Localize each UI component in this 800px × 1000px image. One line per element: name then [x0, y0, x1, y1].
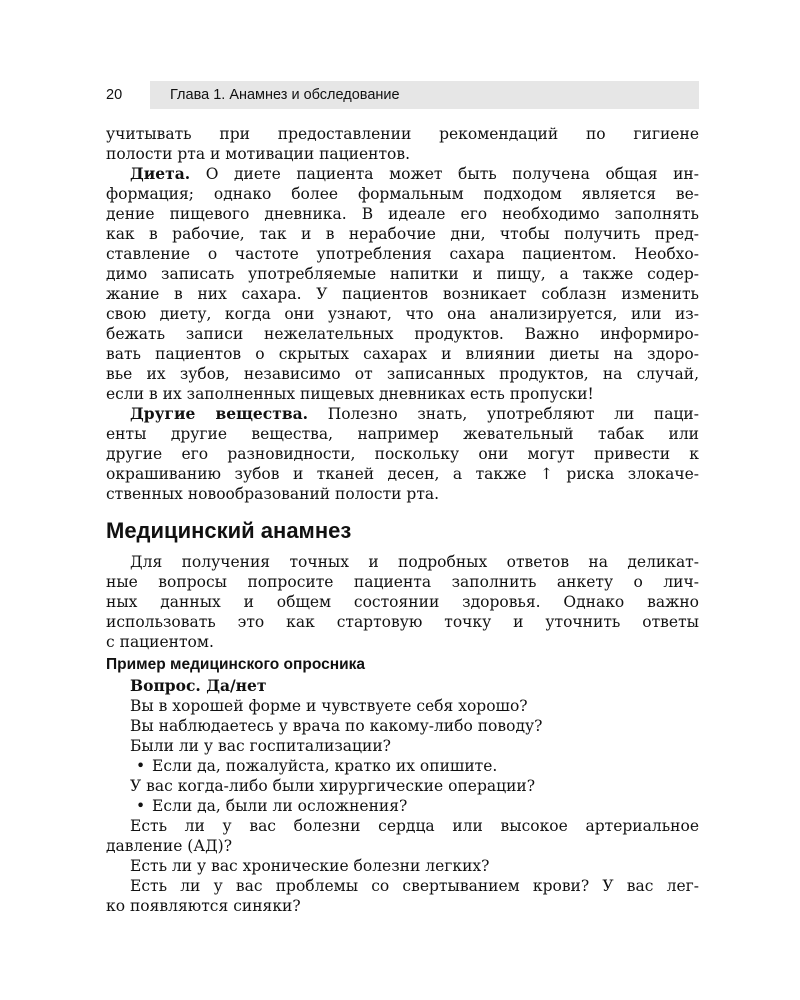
page-header — [106, 81, 699, 109]
page-number: 20 — [106, 87, 123, 103]
text-line: ставление о частоте употребления сахара пациентом. Необхо- — [106, 245, 699, 263]
intro-paragraph — [106, 124, 699, 164]
text-line: вье их зубов, независимо от записанных продуктов, на случай, — [106, 365, 699, 383]
text-line: окрашиванию зубов и тканей десен, а также ↑ риска злокаче- — [106, 465, 699, 483]
text-line: димо записать употребляемые напитки и пищу, а также содер- — [106, 265, 699, 283]
subsection-heading: Пример медицинского опросника — [106, 656, 365, 673]
other-substances-paragraph — [106, 404, 699, 504]
other-substances-term: Другие вещества. — [130, 404, 309, 423]
text-line: дение пищевого дневника. В идеале его необходимо заполнять — [106, 205, 699, 223]
question-item: Есть ли у вас хронические болезни легких? — [130, 857, 490, 875]
text-line: полости рта и мотивации пациентов. — [106, 145, 411, 163]
text-fragment: Полезно знать, употребляют ли паци- — [308, 405, 699, 423]
question-item: Есть ли у вас проблемы со свертыванием крови? У вас лег- — [130, 877, 699, 895]
text-line: учитывать при предоставлении рекомендаций по гигиене — [106, 125, 699, 143]
subitem-text: Если да, были ли осложнения? — [152, 797, 408, 815]
question-item-continuation: давление (АД)? — [106, 837, 233, 855]
text-line: Для получения точных и подробных ответов на деликат- — [130, 553, 699, 571]
text-line: ные вопросы попросите пациента заполнить анкету о лич- — [106, 573, 699, 591]
bullet-icon: • — [136, 757, 146, 775]
text-line: если в их заполненных пищевых дневниках есть пропуски! — [106, 385, 594, 403]
text-line: вать пациентов о скрытых сахарах и влиянии диеты на здоро- — [106, 345, 699, 363]
section-heading: Медицинский анамнез — [106, 518, 352, 543]
question-item: Были ли у вас госпитализации? — [130, 737, 391, 755]
question-item: Вы в хорошей форме и чувствуете себя хорошо? — [130, 697, 528, 715]
running-title: Глава 1. Анамнез и обследование — [150, 81, 699, 109]
bullet-icon: • — [136, 797, 146, 815]
text-line — [106, 164, 699, 184]
question-item: Вы наблюдаетесь у врача по какому-либо поводу? — [130, 717, 543, 735]
diet-paragraph — [106, 164, 699, 404]
text-line: с пациентом. — [106, 633, 214, 651]
diet-term: Диета. — [130, 164, 191, 183]
text-line: использовать это как стартовую точку и уточнить ответы — [106, 613, 699, 631]
text-line: формация; однако более формальным подходом является ве- — [106, 185, 699, 203]
question-subitem — [106, 796, 699, 816]
questionnaire — [106, 676, 699, 916]
text-line: ственных новообразований полости рта. — [106, 485, 440, 503]
text-line: другие его разновидности, поскольку они могут привести к — [106, 445, 699, 463]
text-line: енты другие вещества, например жевательный табак или — [106, 425, 699, 443]
text-line: свою диету, когда они узнают, что она анализируется, или из- — [106, 305, 699, 323]
text-line: как в рабочие, так и в нерабочие дни, чтобы получить пред- — [106, 225, 699, 243]
questionnaire-column-header: Вопрос. Да/нет — [130, 676, 267, 695]
text-fragment: О диете пациента может быть получена общая ин- — [190, 165, 699, 183]
question-item: У вас когда-либо были хирургические операции? — [130, 777, 536, 795]
text-line — [106, 404, 699, 424]
text-line: ных данных и общем состоянии здоровья. Однако важно — [106, 593, 699, 611]
text-line: жание в них сахара. У пациентов возникает соблазн изменить — [106, 285, 699, 303]
text-line: бежать записи нежелательных продуктов. Важно информиро- — [106, 325, 699, 343]
medical-history-paragraph — [106, 552, 699, 652]
question-item-continuation: ко появляются синяки? — [106, 897, 301, 915]
subitem-text: Если да, пожалуйста, кратко их опишите. — [152, 757, 498, 775]
question-subitem — [106, 756, 699, 776]
question-item: Есть ли у вас болезни сердца или высокое артериальное — [130, 817, 699, 835]
body-text — [106, 124, 699, 916]
